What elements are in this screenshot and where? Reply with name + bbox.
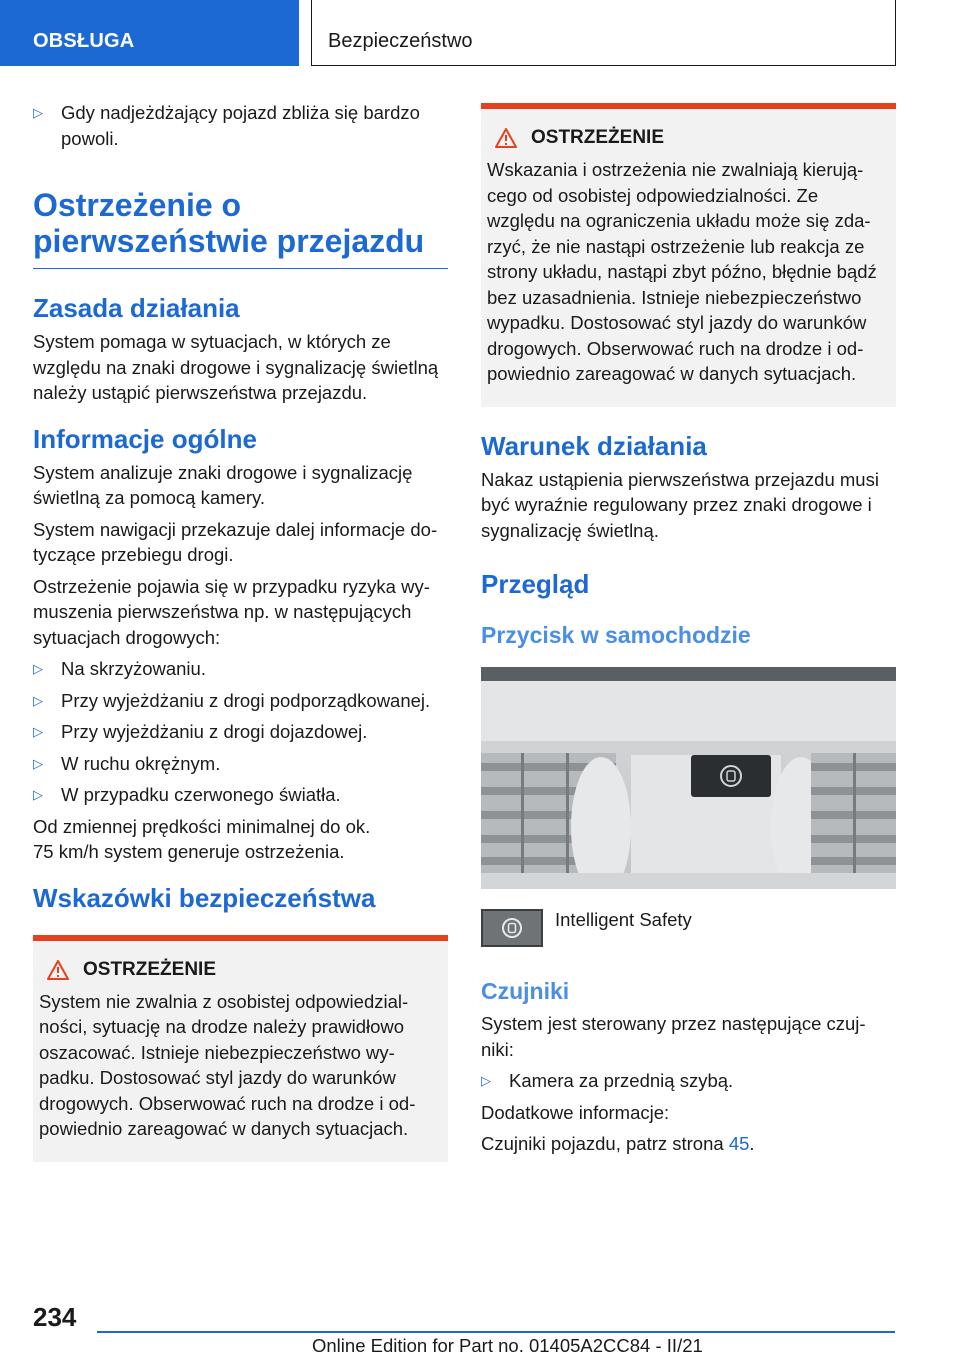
section-title: Bezpieczeństwo bbox=[311, 0, 896, 66]
triangle-bullet-icon: ▷ bbox=[481, 1073, 491, 1088]
triangle-bullet-icon: ▷ bbox=[33, 105, 43, 120]
warning-box bbox=[481, 103, 896, 407]
heading-przycisk: Przycisk w samochodzie bbox=[481, 622, 751, 648]
page-title: Ostrzeżenie o pierwszeństwie przejazdu bbox=[33, 187, 448, 269]
triangle-bullet-icon: ▷ bbox=[33, 661, 43, 676]
warning-box bbox=[33, 935, 448, 1162]
intelligent-safety-button-icon bbox=[481, 909, 543, 947]
list-item: ▷ Na skrzyżowaniu. bbox=[33, 656, 448, 682]
page-reference-link[interactable]: 45 bbox=[728, 1133, 750, 1154]
paragraph: System jest sterowany przez następujące czuj-niki: bbox=[481, 1013, 866, 1060]
warning-label: OSTRZEŻENIE bbox=[83, 958, 217, 980]
button-legend bbox=[481, 909, 896, 947]
list-item bbox=[33, 100, 448, 151]
triangle-bullet-icon: ▷ bbox=[33, 692, 43, 708]
list-item: ▷ W ruchu okrężnym. bbox=[33, 751, 448, 777]
triangle-bullet-icon: ▷ bbox=[33, 755, 43, 771]
page-number: 234 bbox=[33, 1302, 77, 1332]
paragraph: Nakaz ustąpienia pierwszeństwa przejazdu musi być wyraźnie regulowany przez znaki drogowe i sygnalizację świetlną. bbox=[481, 468, 879, 541]
list-item: ▷ Kamera za przednią szybą. bbox=[481, 1068, 896, 1094]
dashboard-illustration bbox=[481, 667, 896, 889]
list-item: ▷ W przypadku czerwonego światła. bbox=[33, 782, 448, 808]
heading-informacje: Informacje ogólne bbox=[33, 423, 257, 454]
warning-triangle-icon bbox=[495, 128, 517, 148]
triangle-bullet-icon: ▷ bbox=[33, 724, 43, 739]
triangle-bullet-icon: ▷ bbox=[33, 787, 43, 802]
button-legend-text: Intelligent Safety bbox=[555, 909, 692, 930]
paragraph: System pomaga w sytuacjach, w których ze względu na znaki drogowe i sygnalizację świetlną należy ustąpić pierwszeństwa przejazdu. bbox=[33, 331, 439, 403]
list-item: ▷ Przy wyjeżdżaniu z drogi dojazdowej. bbox=[33, 719, 448, 745]
paragraph: Ostrzeżenie pojawia się w przypadku ryzyka wy-muszenia pierwszeństwa np. w następujących sytuacjach drogowych: bbox=[33, 575, 430, 648]
paragraph: Od zmiennej prędkości minimalnej do ok. bbox=[33, 815, 371, 837]
heading-wskazowki: Wskazówki bezpieczeństwa bbox=[33, 882, 376, 913]
heading-zasada: Zasada działania bbox=[33, 293, 240, 323]
warning-text: Wskazania i ostrzeżenia nie zwalniają kierują-cego od osobistej odpowiedzialności. Ze względu na ograniczenia układu może się zda-rzyć, że nie nastąpi ostrzeżenie lub reakcja ze strony układu, nastąpi zbyt późno, błędnie bądź bez uzasadnienia. Istnieje niebezpieczeństwo wypadku. Dostosować styl jazdy do warunków drogowych. Obserwować ruch na drodze i od-powiednio zareagować w danych sytuacjach. bbox=[487, 159, 877, 384]
heading-przeglad: Przegląd bbox=[481, 569, 590, 599]
heading-czujniki: Czujniki bbox=[481, 978, 570, 1004]
paragraph: 75 km/h system generuje ostrzeżenia. bbox=[33, 841, 345, 862]
warning-triangle-icon bbox=[47, 960, 69, 980]
cross-reference: Czujniki pojazdu, patrz strona 45. bbox=[481, 1133, 755, 1154]
paragraph: System nawigacji przekazuje dalej informacje do-tyczące przebiegu drogi. bbox=[33, 518, 438, 565]
list-item-text: Gdy nadjeżdżający pojazd zbliża się bardzo powoli. bbox=[61, 102, 420, 149]
chapter-tab: OBSŁUGA bbox=[0, 0, 299, 66]
right-column bbox=[481, 103, 896, 1163]
dashboard-button-photo bbox=[481, 667, 896, 889]
warning-label: OSTRZEŻENIE bbox=[531, 127, 665, 148]
list-item: ▷ Przy wyjeżdżaniu z drogi podporządkowanej. bbox=[33, 688, 448, 714]
paragraph: System analizuje znaki drogowe i sygnalizację świetlną za pomocą kamery. bbox=[33, 461, 413, 508]
footer-divider bbox=[97, 1331, 895, 1333]
edition-info: Online Edition for Part no. 01405A2CC84 - II/21 bbox=[312, 1335, 703, 1356]
heading-warunek: Warunek działania bbox=[481, 430, 707, 461]
left-column bbox=[33, 100, 448, 1162]
safety-symbol-icon bbox=[501, 917, 523, 939]
paragraph: Dodatkowe informacje: bbox=[481, 1101, 670, 1123]
warning-text: System nie zwalnia z osobistej odpowiedzial-ności, sytuację na drodze należy prawidłowo oszacować. Istnieje niebezpieczeństwo wy-padku. Dostosować styl jazdy do warunków drogowych. Obserwować ruch na drodze i od-powiednio zareagować w danych sytuacjach. bbox=[39, 990, 416, 1139]
